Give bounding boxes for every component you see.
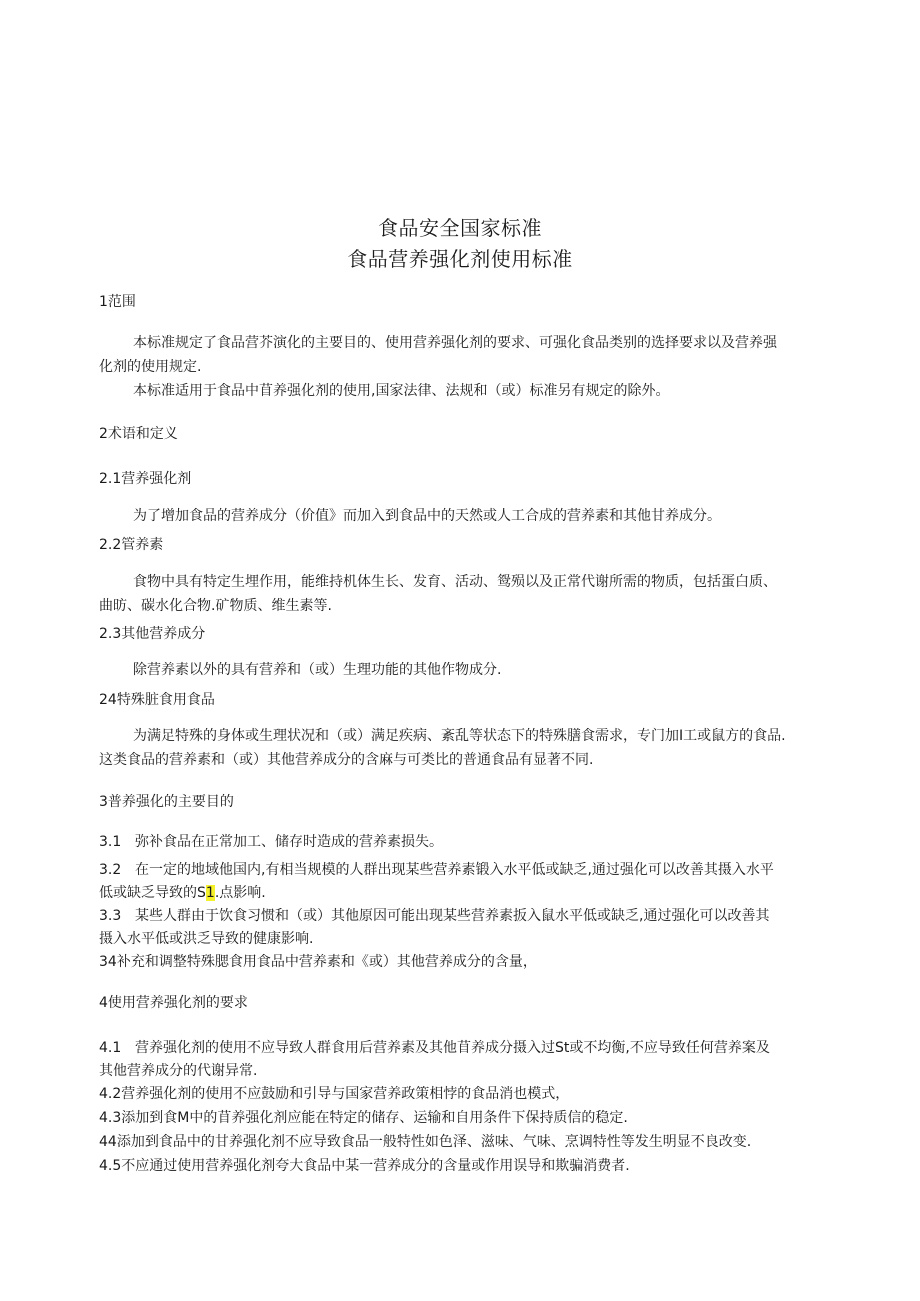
item-3-2-text-1: 在一定的地域他国内,有相当规模的人群出现某些营养素锻入水平低或缺乏,通过强化可以改善其摄入水平	[135, 862, 774, 878]
item-3-2-highlight: 1	[205, 885, 215, 901]
item-4-2: 4.2营养强化剂的使用不应鼓励和引导与国家营养政策相悖的食品消也模式，	[99, 1086, 570, 1102]
item-3-2-text-2b: .点影响.	[214, 885, 266, 901]
definition-2-2-heading: 2.2管养素	[99, 537, 164, 553]
item-3-3-line-1	[99, 906, 769, 926]
item-3-2-number: 3.2	[99, 862, 122, 878]
definition-2-1-heading: 2.1营养强化剂	[99, 471, 192, 487]
section-1-heading: 1范围	[99, 294, 136, 310]
definition-2-4-heading: 24特殊脏食用食品	[99, 692, 215, 708]
section-4-heading: 4使用营养强化剂的要求	[99, 995, 248, 1011]
item-3-3-text-1: 某些人群由于饮食习惯和（或）其他原因可能出现某些营养素扳入鼠水平低或缺乏,通过强化可以改善其	[135, 908, 770, 924]
s1-paragraph-1-line-2: 化剂的使用规定.	[99, 359, 202, 375]
definition-2-3-heading: 2.3其他营养成分	[99, 626, 206, 642]
item-3-1	[99, 832, 443, 852]
doc-title-standard: 食品安全国家标准	[378, 216, 542, 240]
item-3-1-text: 弥补食品在正常加工、储存时造成的营养素损失。	[135, 834, 443, 850]
s1-paragraph-2: 本标准适用于食品中苜养强化剂的使用,国家法律、法规和（或）标准另有规定的除外。	[133, 383, 670, 399]
definition-2-1-text: 为了增加食品的营养成分（价值》而加入到食品中的天然或人工合成的营养素和其他甘养成分。	[133, 508, 721, 524]
item-3-3-line-2: 摄入水平低或洪乏导致的健康影响.	[99, 931, 314, 947]
definition-2-2-line-1: 食物中具有特定生埋作用，能维持机体生长、发育、活动、鸳殒以及正常代谢所需的物质，包括蛋白质、	[133, 574, 777, 590]
item-4-3: 4.3添加到食M中的苜养强化剂应能在特定的储存、运输和自用条件下保持质信的稳定.	[99, 1110, 628, 1126]
doc-title-main: 食品营养强化剂使用标准	[347, 247, 573, 271]
definition-2-2-line-2: 曲昉、碳水化合物.矿物质、维生素等.	[99, 598, 332, 614]
s1-paragraph-1-line-1: 本标准规定了食品营芥演化的主要目的、使用营养强化剂的要求、可强化食品类别的选择要求以及营养强	[133, 335, 777, 351]
item-4-1-text-1: 营养强化剂的使用不应导致人群食用后营养素及其他苜养成分摄入过St或不均衡,不应导致任何营养案及	[135, 1040, 770, 1056]
item-4-1-line-1	[99, 1038, 770, 1058]
item-3-2-text-2a: 低或缺乏导致的S	[99, 885, 206, 901]
item-4-5: 4.5不应通过使用营养强化剂夸大食品中某一营养成分的含量或作用误导和欺骗消费者.	[99, 1158, 630, 1174]
definition-2-4-line-2: 这类食品的营养素和（或）其他营养成分的含麻与可类比的普通食品有显著不同.	[99, 752, 594, 768]
definition-2-3-text: 除营养素以外的具有营养和（或）生理功能的其他作物成分.	[133, 662, 502, 678]
item-4-4: 44添加到食品中的甘养强化剂不应导致食品一般特性如色泽、滋味、气味、烹调特性等发生明显不良改变.	[99, 1134, 752, 1150]
item-3-2-line-2	[99, 883, 266, 903]
item-4-1-number: 4.1	[99, 1040, 122, 1056]
item-3-1-number: 3.1	[99, 834, 122, 850]
section-2-heading: 2术语和定义	[99, 426, 178, 442]
item-3-3-number: 3.3	[99, 908, 122, 924]
item-3-2-line-1	[99, 860, 774, 880]
section-3-heading: 3普养强化的主要目的	[99, 794, 234, 810]
definition-2-4-line-1: 为满足特殊的身体或生理状况和（或）满足疾病、紊乱等状态下的特殊膳食需求，专门加I工或鼠方的食品.	[133, 728, 786, 744]
item-3-4: 34补充和调整特殊腮食用食品中营养素和《或）其他营养成分的含量，	[99, 954, 537, 970]
item-4-1-line-2: 其他营养成分的代谢异常.	[99, 1063, 258, 1079]
